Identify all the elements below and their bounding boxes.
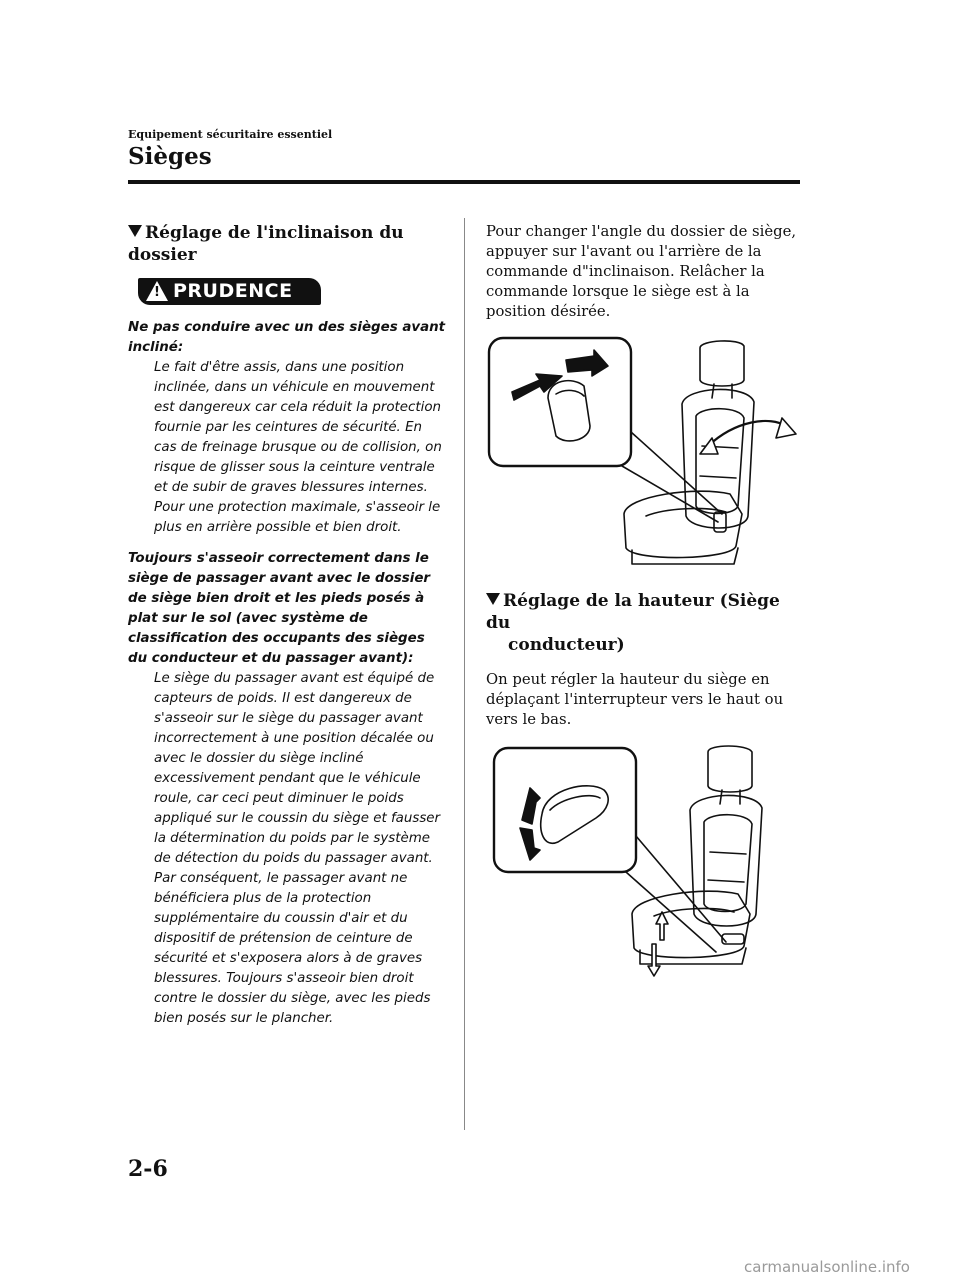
section-triangle-icon xyxy=(486,593,500,605)
section-heading-height xyxy=(486,590,802,656)
caution-badge-wrap xyxy=(138,278,446,308)
warning1-title: Ne pas conduire avec un des sièges avant incliné: xyxy=(128,320,446,355)
section-heading-text: Réglage de la hauteur (Siège du xyxy=(486,591,780,633)
section-triangle-icon xyxy=(128,225,142,237)
column-divider xyxy=(464,218,465,1130)
section-heading-text: Réglage de l'inclinaison du dossier xyxy=(128,223,404,265)
warning2-body: Le siège du passager avant est équipé de capteurs de poids. Il est dangereux de s'asseoir sur le siège du passager avant incorrectement à une position décalée ou avec le dossier du siège incliné excessivement pendant que le véhicule roule, car ceci peut diminuer le poids appliqué sur le coussin du siège et fausser la détermination du poids par le système de détection du poids du passager avant. Par conséquent, le passager avant ne bénéficiera plus de la protection supplémentaire du coussin d'air et du dispositif de prétension de ceinture de sécurité et s'exposera alors à de graves blessures. Toujours s'asseoir bien droit contre le dossier du siège, avec les pieds bien posés sur le plancher. xyxy=(154,671,441,1026)
warning-exclamation: ! xyxy=(154,285,160,300)
page-title: Sièges xyxy=(128,143,212,170)
section-heading-text-cont: conducteur) xyxy=(508,635,625,655)
height-switch-illustration xyxy=(486,744,802,980)
recline-instructions: Pour changer l'angle du dossier de siège, appuyer sur l'avant ou l'arrière de la commande d"inclinaison. Relâcher la commande lorsque le siège est à la position désirée. xyxy=(486,223,797,320)
warning2-title: Toujours s'asseoir correctement dans le siège de passager avant avec le dossier de siège bien droit et les pieds posés à plat sur le sol (avec système de classification des occupants des sièges du conducteur et du passager avant): xyxy=(128,551,431,666)
height-instructions: On peut régler la hauteur du siège en déplaçant l'interrupteur vers le haut ou vers le bas. xyxy=(486,671,784,728)
section-heading-recline xyxy=(128,222,446,266)
warning1-body: Le fait d'être assis, dans une position inclinée, dans un véhicule en mouvement est dangereux car cela réduit la protection fournie par les ceintures de sécurité. En cas de freinage brusque ou de collision, on risque de glisser sous la ceinture ventrale et de subir de graves blessures internes. Pour une protection maximale, s'asseoir le plus en arrière possible et bien droit. xyxy=(154,360,442,535)
header-divider xyxy=(128,180,800,184)
left-column xyxy=(128,222,446,1029)
watermark: carmanualsonline.info xyxy=(744,1258,910,1276)
caution-badge xyxy=(138,278,321,305)
page-number: 2-6 xyxy=(128,1156,168,1182)
recline-lever-illustration xyxy=(486,336,802,576)
caution-label: PRUDENCE xyxy=(173,280,293,302)
chapter-label: Equipement sécuritaire essentiel xyxy=(128,128,333,141)
right-column xyxy=(486,222,802,980)
